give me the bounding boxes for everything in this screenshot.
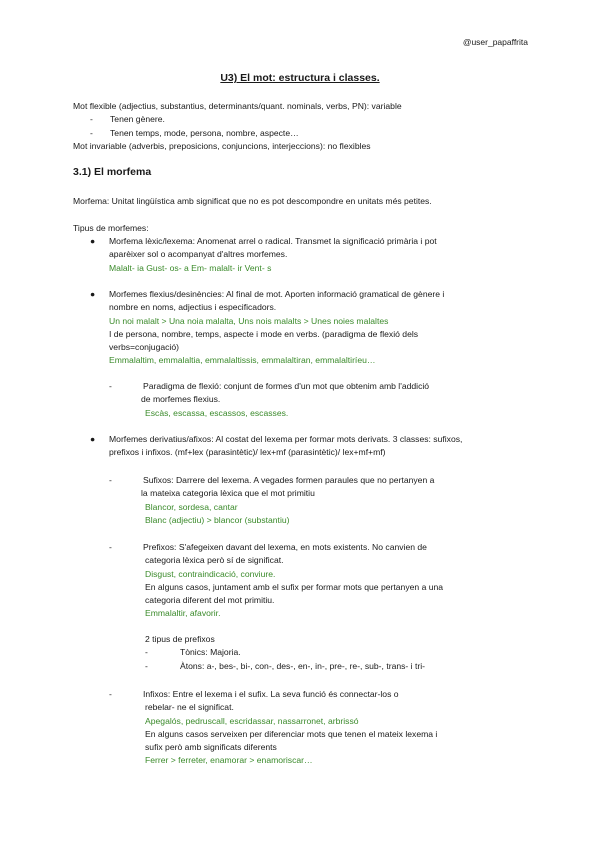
derivatius-item — [73, 433, 540, 460]
prefix-type-text: Tònics: Majoria. — [180, 647, 241, 658]
paradigma-text: Paradigma de flexió: conjunt de formes d'un mot que obtenim amb l'addició — [143, 381, 430, 391]
flex-item — [73, 127, 540, 140]
sufixos-example: Blancor, sordesa, cantar — [145, 501, 238, 512]
flexius-text: Morfemes flexius/desinències: Al final de mot. Aporten informació gramatical de gènere i — [109, 289, 445, 299]
lexic-text: aparèixer sol o acompanyat d'altres morfemes. — [109, 249, 288, 260]
flexius-row — [73, 288, 540, 301]
infixos-item — [73, 688, 540, 768]
flexius-text: I de persona, nombre, temps, aspecte i mode en verbs. (paradigma de flexió dels — [109, 328, 419, 339]
sufixos-text: la mateixa categoria lèxica que el mot primitiu — [141, 488, 315, 499]
bullet-marker: ● — [90, 434, 96, 444]
prefixos-text: Prefixos: S'afegeixen davant del lexema, en mots existents. No canvien de — [143, 542, 427, 552]
dash-marker: - — [109, 689, 112, 699]
lexic-item — [73, 235, 540, 275]
dash-marker: - — [90, 114, 93, 125]
prefix-types-label: 2 tipus de prefixos — [145, 634, 215, 644]
infixos-row — [73, 688, 540, 701]
prefixos-example: Emmalaltir, afavorir. — [145, 608, 221, 619]
prefixos-text: categoria diferent del mot primitiu. — [145, 595, 275, 606]
flex-item — [73, 113, 540, 126]
dash-marker: - — [145, 647, 148, 658]
prefixos-example: Disgust, contraindicació, conviure. — [145, 568, 276, 579]
flexius-example: Emmalaltim, emmalaltia, emmalaltissis, emmalaltiran, emmalaltiríeu… — [109, 355, 376, 366]
sufixos-text: Sufixos: Darrere del lexema. A vegades formen paraules que no pertanyen a — [143, 475, 435, 485]
prefixos-row — [73, 541, 540, 554]
flex-item-text: Tenen gènere. — [110, 114, 165, 125]
bullet-marker: ● — [90, 236, 96, 246]
document-title: U3) El mot: estructura i classes. — [220, 72, 380, 84]
dash-marker: - — [109, 475, 112, 485]
dash-marker: - — [109, 381, 112, 391]
bullet-marker: ● — [90, 289, 96, 299]
prefix-type-text: Àtons: a-, bes-, bi-, con-, des-, en-, in-, pre-, re-, sub-, trans- i tri- — [180, 660, 425, 671]
infixos-text: Infixos: Entre el lexema i el sufix. La seva funció és connectar-los o — [143, 689, 399, 699]
flexius-item — [73, 288, 540, 368]
derivatius-row — [73, 433, 540, 446]
infixos-example: Apegalós, pedruscall, escridassar, nassarronet, arbrissó — [145, 715, 359, 726]
prefix-type-row — [73, 646, 540, 659]
sufixos-example: Blanc (adjectiu) > blancor (substantiu) — [145, 514, 290, 525]
prefix-type-row — [73, 660, 540, 673]
infixos-text: sufix però amb significats diferents — [145, 742, 277, 753]
flexius-example: Un noi malalt > Una noia malalta, Uns nois malalts > Unes noies malaltes — [109, 315, 389, 326]
invariable-line: Mot invariable (adverbis, preposicions, conjuncions, interjeccions): no flexibles — [73, 140, 371, 151]
paradigma-text: de morfemes flexius. — [141, 394, 221, 405]
types-label: Tipus de morfemes: — [73, 223, 149, 233]
derivatius-text: prefixos i infixos. (mf+lex (parasintètic)/ lex+mf (parasintètic)/ lex+mf+mf) — [109, 447, 386, 458]
sufixos-item — [73, 474, 540, 527]
dash-marker: - — [109, 542, 112, 552]
flexible-line: Mot flexible (adjectius, substantius, determinants/quant. nominals, verbs, PN): variable — [73, 101, 402, 111]
dash-marker: - — [90, 127, 93, 138]
flex-item-text: Tenen temps, mode, persona, nombre, aspecte… — [110, 127, 299, 138]
flexius-text: nombre en noms, adjectius i especificadors. — [109, 302, 277, 313]
prefixos-text: categoria lèxica però sí de significat. — [145, 555, 284, 566]
lexic-example: Malalt- ia Gust- os- a Em- malalt- ir Vent- s — [109, 262, 272, 273]
paradigma-example: Escàs, escassa, escassos, escasses. — [145, 407, 289, 418]
section-heading: 3.1) El morfema — [73, 166, 152, 178]
prefixos-item — [73, 541, 540, 621]
prefixos-text: En alguns casos, juntament amb el sufix per formar mots que pertanyen a una — [145, 581, 444, 592]
infixos-text: rebelar- ne el significat. — [145, 702, 234, 713]
lexic-text: Morfema lèxic/lexema: Anomenat arrel o radical. Transmet la significació primària i pot — [109, 236, 437, 246]
prefix-types — [73, 633, 540, 673]
dash-marker: - — [145, 660, 148, 671]
paradigma-row — [73, 380, 540, 393]
infixos-text: En alguns casos serveixen per diferenciar mots que tenen el mateix lexema i — [145, 728, 438, 739]
sufixos-row — [73, 474, 540, 487]
infixos-example: Ferrer > ferreter, enamorar > enamoriscar… — [145, 755, 313, 766]
definition: Morfema: Unitat lingüística amb significat que no es pot descompondre en unitats més petites. — [73, 196, 432, 206]
username-label: @user_papaffrita — [462, 37, 528, 47]
derivatius-text: Morfemes derivatius/afixos: Al costat del lexema per formar mots derivats. 3 classes: sufixos, — [109, 434, 463, 444]
flexius-text: verbs=conjugació) — [109, 342, 179, 353]
lexic-row — [73, 235, 540, 248]
paradigma-item — [73, 380, 540, 420]
intro-block — [73, 100, 540, 153]
